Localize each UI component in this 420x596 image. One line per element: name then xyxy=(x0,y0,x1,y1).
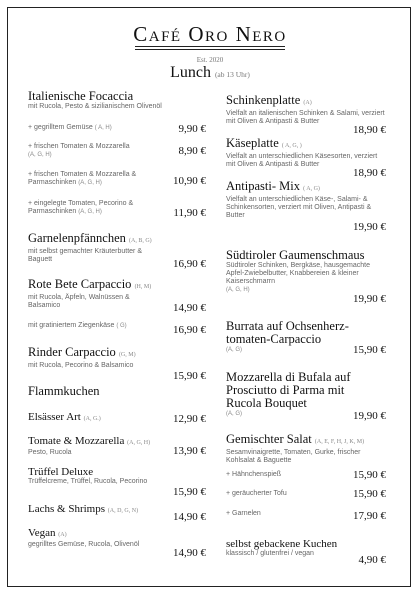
item-price: 11,90 € xyxy=(173,207,206,219)
allergen-codes: (A) xyxy=(58,532,67,538)
allergen-codes: (A, B, G) xyxy=(129,238,152,244)
menu-item-gemischter-salat xyxy=(226,433,386,465)
focaccia-option-pecorino xyxy=(28,200,212,219)
menu-item-antipasti-mix xyxy=(226,179,386,233)
item-description: Sesamvinaigrette, Tomaten, Gurke, frischer Kohlsalat & Baguette xyxy=(226,449,361,464)
item-price: 14,90 € xyxy=(173,302,206,314)
focaccia-option-gemuese xyxy=(28,123,212,135)
established-label: Est. 2020 xyxy=(196,56,224,64)
item-description: Südtiroler Schinken, Bergkäse, hausgemachte Apfel-Zwiebelbutter, Knabbereien & kleiner Kaiserschmarrn xyxy=(226,262,370,285)
menu-item-rinder-carpaccio xyxy=(28,345,212,382)
allergen-codes: ( A, G) xyxy=(303,186,320,192)
item-name: Lachs & Shrimps xyxy=(28,503,105,515)
option-label: + Hähnchenspieß xyxy=(226,471,282,478)
menu-item-kuchen xyxy=(226,538,386,566)
item-description: mit Rucola, Pesto & sizilianischem Olivenöl xyxy=(28,103,162,110)
lunch-title: Lunch xyxy=(170,64,211,81)
item-description: Pesto, Rucola xyxy=(28,449,72,456)
item-price: 15,90 € xyxy=(173,486,206,498)
menu-item-schinkenplatte xyxy=(226,93,386,136)
allergen-codes: (A, E, F, H, J, K, M) xyxy=(314,439,365,445)
item-price: 9,90 € xyxy=(178,123,206,135)
item-name: Tomate & Mozzarella xyxy=(28,435,125,447)
item-name: Burrata auf Ochsenherz-tomaten-Carpaccio xyxy=(226,319,349,346)
salat-option-garnelen xyxy=(226,510,386,522)
salat-option-haehnchen xyxy=(226,471,386,479)
option-label: + frischen Tomaten & Mozzarella xyxy=(28,143,130,150)
menu-item-burrata xyxy=(226,320,386,354)
item-name: Garnelenpfännchen xyxy=(28,231,126,245)
item-name: Käseplatte xyxy=(226,136,279,150)
allergen-codes: (A, G, H) xyxy=(78,180,102,186)
item-price: 15,90 € xyxy=(173,370,206,382)
item-price: 18,90 € xyxy=(353,167,386,179)
item-name: Mozzarella di Bufala auf Prosciutto di Parma mit Rucola Bouquet xyxy=(226,370,351,410)
option-label: + frischen Tomaten & Mozzarella & Parmaschinken xyxy=(28,171,137,186)
menu-item-elsaesser-art xyxy=(28,411,212,425)
item-name: selbst gebackene Kuchen xyxy=(226,538,338,550)
menu-item-suedtiroler-gaumenschmaus xyxy=(226,248,386,305)
salat-option-tofu xyxy=(226,490,386,498)
allergen-codes: ( A, H) xyxy=(94,125,112,131)
lunch-heading xyxy=(0,64,420,82)
item-name: Antipasti- Mix xyxy=(226,179,300,193)
item-name: Rinder Carpaccio xyxy=(28,345,116,359)
section-flammkuchen xyxy=(28,385,212,397)
allergen-codes: (A, G, H) xyxy=(78,209,102,215)
menu-item-kaeseplatte xyxy=(226,136,386,179)
allergen-codes: (A) xyxy=(303,100,312,106)
allergen-codes: (H, M) xyxy=(134,284,152,290)
item-name: Trüffel Deluxe xyxy=(28,466,94,478)
item-price: 17,90 € xyxy=(353,510,386,522)
item-price: 15,90 € xyxy=(353,469,386,481)
allergen-codes: (A, G.) xyxy=(83,416,101,422)
allergen-codes: (A, G, H) xyxy=(226,287,250,293)
item-name: Italienische Focaccia xyxy=(28,89,134,103)
item-price: 8,90 € xyxy=(178,145,206,157)
brand-rule-bottom xyxy=(135,49,285,50)
item-price: 18,90 € xyxy=(353,124,386,136)
item-price: 13,90 € xyxy=(173,445,206,457)
allergen-codes: (A, G) xyxy=(226,411,242,417)
item-description: Trüffelcreme, Trüffel, Rucola, Pecorino xyxy=(28,478,148,485)
menu-item-lachs-shrimps xyxy=(28,503,212,523)
allergen-codes: (A, D, G, N) xyxy=(107,508,139,514)
item-price: 16,90 € xyxy=(173,258,206,270)
item-description: mit Rucola, Pecorino & Balsamico xyxy=(28,362,134,369)
menu-item-mozzarella-di-bufala xyxy=(226,370,386,422)
item-price: 19,90 € xyxy=(353,410,386,422)
item-name: Südtiroler Gaumenschmaus xyxy=(226,248,365,262)
item-description: mit selbst gemachter Kräuterbutter & Baguett xyxy=(28,248,142,263)
item-description: Vielfalt an italienischen Schinken & Salami, verziert mit Oliven & Antipasti & Butter xyxy=(226,110,385,125)
section-title: Flammkuchen xyxy=(28,384,100,398)
allergen-codes: (A, G, H) xyxy=(127,440,151,446)
item-price: 10,90 € xyxy=(173,175,206,187)
item-description: mit Rucola, Äpfeln, Walnüssen & Balsamico xyxy=(28,294,130,309)
allergen-codes: (A, G, H) xyxy=(28,152,52,158)
menu-item-trueffel-deluxe xyxy=(28,466,212,498)
item-name: Gemischter Salat xyxy=(226,432,312,446)
rote-bete-option-ziegenkaese xyxy=(28,322,212,336)
focaccia-option-parmaschinken xyxy=(28,171,212,187)
cafe-brand-title: Café Oro Nero xyxy=(133,22,287,46)
item-description: Vielfalt an unterschiedlichen Käsesorten, verziert mit Oliven & Antipasti & Butter xyxy=(226,153,378,168)
option-label: + Garnelen xyxy=(226,510,261,517)
allergen-codes: ( A, G, ) xyxy=(281,143,302,149)
option-label: mit gratiniertem Ziegenkäse xyxy=(28,322,115,329)
allergen-codes: (G, M) xyxy=(118,352,136,358)
item-name: Vegan xyxy=(28,527,56,539)
item-price: 15,90 € xyxy=(353,344,386,356)
option-label: + eingelegte Tomaten, Pecorino & Parmaschinken xyxy=(28,200,134,215)
item-price: 4,90 € xyxy=(358,554,386,566)
option-label: + gegrilltem Gemüse xyxy=(28,124,93,131)
item-name: Elsässer Art xyxy=(28,411,81,423)
item-price: 19,90 € xyxy=(353,293,386,305)
option-label: + geräucherter Tofu xyxy=(226,490,287,497)
item-price: 16,90 € xyxy=(173,324,206,336)
item-price: 15,90 € xyxy=(353,488,386,500)
menu-item-tomate-mozzarella xyxy=(28,435,212,457)
item-price: 12,90 € xyxy=(173,413,206,425)
menu-item-rote-bete-carpaccio xyxy=(28,277,212,314)
allergen-codes: ( G) xyxy=(116,323,127,329)
brand-rule-top xyxy=(135,46,285,47)
menu-item-garnelenpfaennchen xyxy=(28,231,212,270)
menu-item-vegan xyxy=(28,527,212,559)
menu-item-focaccia xyxy=(28,90,212,111)
item-description: klassisch / glutenfrei / vegan xyxy=(226,550,314,557)
item-name: Rote Bete Carpaccio xyxy=(28,277,132,291)
item-name: Schinkenplatte xyxy=(226,93,301,107)
focaccia-option-tomaten xyxy=(28,143,212,159)
item-description: Vielfalt an unterschiedlichen Käse-, Salami- & Schinkensorten, verziert mit Oliven, Antipasti & Butter xyxy=(226,196,372,219)
item-price: 14,90 € xyxy=(173,547,206,559)
item-price: 19,90 € xyxy=(353,221,386,233)
item-price: 14,90 € xyxy=(173,511,206,523)
item-description: gegrilltes Gemüse, Rucola, Olivenöl xyxy=(28,541,140,548)
allergen-codes: (A, G) xyxy=(226,347,242,353)
lunch-subtitle: (ab 13 Uhr) xyxy=(214,70,250,79)
